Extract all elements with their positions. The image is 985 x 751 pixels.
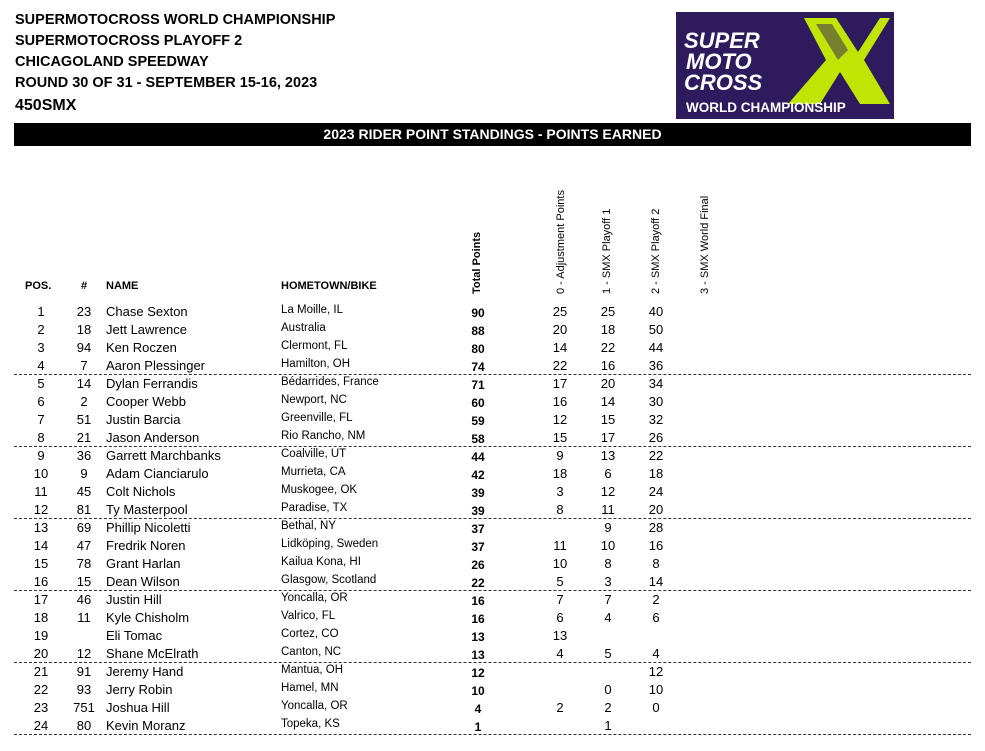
cell-rider-name: Aaron Plessinger xyxy=(106,358,205,373)
cell-rider-name: Jett Lawrence xyxy=(106,322,187,337)
cell-playoff-1-points: 12 xyxy=(600,484,616,499)
cell-playoff-2-points: 20 xyxy=(648,502,664,517)
cell-number: 78 xyxy=(76,556,92,571)
cell-playoff-1-points: 13 xyxy=(600,448,616,463)
cell-position: 22 xyxy=(33,682,49,697)
cell-rider-name: Shane McElrath xyxy=(106,646,199,661)
cell-number: 46 xyxy=(76,592,92,607)
cell-position: 19 xyxy=(33,628,49,643)
cell-position: 17 xyxy=(33,592,49,607)
cell-number: 81 xyxy=(76,502,92,517)
table-row xyxy=(0,645,985,663)
cell-number: 2 xyxy=(80,394,88,409)
cell-number: 51 xyxy=(76,412,92,427)
cell-adjustment-points: 6 xyxy=(556,610,564,625)
table-row xyxy=(0,303,985,321)
cell-hometown: Australia xyxy=(281,322,326,334)
cell-hometown: Mantua, OH xyxy=(281,664,343,676)
cell-hometown: Coalville, UT xyxy=(281,448,347,460)
round-info: ROUND 30 OF 31 - SEPTEMBER 15-16, 2023 xyxy=(15,75,318,91)
table-row xyxy=(0,375,985,393)
cell-playoff-2-points: 28 xyxy=(648,520,664,535)
class-label: 450SMX xyxy=(15,97,77,114)
cell-number: 9 xyxy=(80,466,88,481)
cell-position: 7 xyxy=(37,412,45,427)
table-row xyxy=(0,465,985,483)
cell-position: 20 xyxy=(33,646,49,661)
cell-rider-name: Grant Harlan xyxy=(106,556,181,571)
cell-adjustment-points: 22 xyxy=(552,358,568,373)
svg-text:WORLD CHAMPIONSHIP: WORLD CHAMPIONSHIP xyxy=(686,100,846,115)
cell-playoff-1-points: 18 xyxy=(600,322,616,337)
col-header-playoff-1: 1 - SMX Playoff 1 xyxy=(601,208,613,294)
col-header-pos: POS. xyxy=(25,280,52,292)
cell-adjustment-points: 14 xyxy=(552,340,568,355)
cell-position: 11 xyxy=(34,484,48,499)
cell-hometown: Canton, NC xyxy=(281,646,342,658)
svg-text:MOTO: MOTO xyxy=(686,49,752,74)
cell-rider-name: Joshua Hill xyxy=(106,700,170,715)
cell-total-points: 1 xyxy=(474,720,482,734)
cell-number: 11 xyxy=(77,610,91,625)
cell-playoff-2-points: 4 xyxy=(652,646,660,661)
col-header-hometown: HOMETOWN/BIKE xyxy=(281,280,377,292)
cell-hometown: Kailua Kona, HI xyxy=(281,556,361,568)
cell-rider-name: Garrett Marchbanks xyxy=(106,448,221,463)
cell-number: 47 xyxy=(76,538,92,553)
table-row xyxy=(0,339,985,357)
table-row xyxy=(0,591,985,609)
cell-number: 18 xyxy=(76,322,92,337)
cell-hometown: Greenville, FL xyxy=(281,412,353,424)
cell-playoff-2-points: 50 xyxy=(648,322,664,337)
cell-total-points: 10 xyxy=(471,684,485,698)
cell-rider-name: Kevin Moranz xyxy=(106,718,186,733)
cell-playoff-1-points: 0 xyxy=(604,682,612,697)
table-row xyxy=(0,411,985,429)
cell-adjustment-points: 25 xyxy=(552,304,568,319)
cell-position: 10 xyxy=(33,466,49,481)
cell-rider-name: Cooper Webb xyxy=(106,394,186,409)
table-row xyxy=(0,681,985,699)
cell-number: 93 xyxy=(76,682,92,697)
standings-banner: 2023 RIDER POINT STANDINGS - POINTS EARNED xyxy=(14,123,971,146)
col-header-adjustment: 0 - Adjustment Points xyxy=(555,190,567,294)
cell-rider-name: Dean Wilson xyxy=(106,574,180,589)
cell-adjustment-points: 8 xyxy=(556,502,564,517)
cell-playoff-2-points: 26 xyxy=(648,430,664,445)
cell-position: 12 xyxy=(33,502,49,517)
cell-number: 15 xyxy=(76,574,92,589)
cell-rider-name: Dylan Ferrandis xyxy=(106,376,198,391)
cell-rider-name: Ty Masterpool xyxy=(106,502,188,517)
cell-playoff-1-points: 7 xyxy=(604,592,612,607)
cell-playoff-2-points: 22 xyxy=(648,448,664,463)
cell-hometown: Topeka, KS xyxy=(281,718,340,730)
cell-total-points: 13 xyxy=(471,648,485,662)
cell-playoff-1-points: 22 xyxy=(600,340,616,355)
cell-adjustment-points: 18 xyxy=(552,466,568,481)
cell-hometown: Valrico, FL xyxy=(281,610,336,622)
cell-total-points: 13 xyxy=(471,630,485,644)
cell-rider-name: Jerry Robin xyxy=(106,682,173,697)
cell-adjustment-points: 7 xyxy=(556,592,564,607)
cell-playoff-1-points: 25 xyxy=(600,304,616,319)
smx-logo xyxy=(676,12,894,119)
cell-playoff-1-points: 20 xyxy=(600,376,616,391)
table-row xyxy=(0,357,985,375)
cell-position: 13 xyxy=(33,520,49,535)
col-header-playoff-2: 2 - SMX Playoff 2 xyxy=(650,208,662,294)
cell-rider-name: Chase Sexton xyxy=(106,304,188,319)
table-row xyxy=(0,483,985,501)
cell-playoff-2-points: 36 xyxy=(648,358,664,373)
cell-hometown: Glasgow, Scotland xyxy=(281,574,377,586)
svg-text:CROSS: CROSS xyxy=(684,70,763,95)
table-row xyxy=(0,393,985,411)
cell-playoff-1-points: 2 xyxy=(604,700,612,715)
cell-total-points: 88 xyxy=(471,324,485,338)
cell-position: 1 xyxy=(37,304,45,319)
cell-position: 8 xyxy=(37,430,45,445)
cell-hometown: Murrieta, CA xyxy=(281,466,346,478)
event-title: SUPERMOTOCROSS PLAYOFF 2 xyxy=(15,33,243,49)
cell-playoff-1-points: 4 xyxy=(604,610,612,625)
cell-total-points: 12 xyxy=(471,666,485,680)
cell-adjustment-points: 20 xyxy=(552,322,568,337)
cell-total-points: 59 xyxy=(471,414,485,428)
cell-number: 751 xyxy=(73,700,95,715)
cell-adjustment-points: 5 xyxy=(556,574,564,589)
cell-number: 91 xyxy=(76,664,92,679)
cell-position: 2 xyxy=(37,322,45,337)
cell-total-points: 74 xyxy=(471,360,485,374)
col-header-world-final: 3 - SMX World Final xyxy=(699,195,711,294)
cell-number: 21 xyxy=(76,430,92,445)
cell-hometown: Clermont, FL xyxy=(281,340,348,352)
cell-total-points: 39 xyxy=(471,486,485,500)
cell-rider-name: Phillip Nicoletti xyxy=(106,520,191,535)
table-row xyxy=(0,501,985,519)
table-row xyxy=(0,447,985,465)
cell-playoff-2-points: 24 xyxy=(648,484,664,499)
cell-position: 5 xyxy=(37,376,45,391)
cell-playoff-2-points: 0 xyxy=(652,700,660,715)
cell-hometown: Paradise, TX xyxy=(281,502,348,514)
svg-text:SUPER: SUPER xyxy=(684,28,760,53)
cell-position: 4 xyxy=(37,358,45,373)
cell-total-points: 16 xyxy=(471,594,485,608)
table-row xyxy=(0,429,985,447)
cell-rider-name: Fredrik Noren xyxy=(106,538,186,553)
table-row xyxy=(0,717,985,735)
cell-playoff-1-points: 1 xyxy=(604,718,612,733)
cell-hometown: Bethal, NY xyxy=(281,520,336,532)
cell-playoff-2-points: 6 xyxy=(652,610,660,625)
cell-rider-name: Justin Hill xyxy=(106,592,162,607)
table-row xyxy=(0,537,985,555)
cell-adjustment-points: 13 xyxy=(552,628,568,643)
cell-total-points: 26 xyxy=(471,558,485,572)
cell-adjustment-points: 11 xyxy=(553,538,567,553)
table-row xyxy=(0,663,985,681)
table-row xyxy=(0,609,985,627)
cell-playoff-1-points: 5 xyxy=(604,646,612,661)
cell-playoff-1-points: 16 xyxy=(600,358,616,373)
cell-playoff-2-points: 18 xyxy=(648,466,664,481)
cell-rider-name: Jeremy Hand xyxy=(106,664,184,679)
cell-position: 9 xyxy=(37,448,45,463)
cell-playoff-1-points: 14 xyxy=(600,394,616,409)
table-row xyxy=(0,699,985,717)
cell-playoff-2-points: 10 xyxy=(648,682,664,697)
cell-playoff-2-points: 44 xyxy=(648,340,664,355)
cell-total-points: 44 xyxy=(471,450,485,464)
cell-adjustment-points: 4 xyxy=(556,646,564,661)
cell-playoff-1-points: 15 xyxy=(600,412,616,427)
table-row xyxy=(0,321,985,339)
cell-rider-name: Jason Anderson xyxy=(106,430,200,445)
cell-adjustment-points: 9 xyxy=(556,448,564,463)
cell-total-points: 90 xyxy=(471,306,485,320)
cell-hometown: Newport, NC xyxy=(281,394,347,406)
cell-adjustment-points: 10 xyxy=(552,556,568,571)
cell-playoff-2-points: 30 xyxy=(648,394,664,409)
cell-adjustment-points: 15 xyxy=(552,430,568,445)
cell-total-points: 39 xyxy=(471,504,485,518)
cell-adjustment-points: 16 xyxy=(552,394,568,409)
cell-number: 7 xyxy=(80,358,88,373)
cell-position: 3 xyxy=(37,340,45,355)
cell-playoff-1-points: 6 xyxy=(604,466,612,481)
cell-total-points: 58 xyxy=(471,432,485,446)
cell-playoff-1-points: 11 xyxy=(601,502,615,517)
cell-total-points: 37 xyxy=(471,540,485,554)
cell-playoff-1-points: 17 xyxy=(600,430,616,445)
cell-adjustment-points: 17 xyxy=(552,376,568,391)
cell-adjustment-points: 3 xyxy=(556,484,564,499)
cell-total-points: 60 xyxy=(471,396,485,410)
cell-playoff-2-points: 34 xyxy=(648,376,664,391)
cell-number: 12 xyxy=(76,646,92,661)
cell-rider-name: Ken Roczen xyxy=(106,340,177,355)
cell-position: 15 xyxy=(33,556,49,571)
cell-playoff-2-points: 16 xyxy=(648,538,664,553)
cell-position: 14 xyxy=(33,538,49,553)
cell-playoff-1-points: 9 xyxy=(604,520,612,535)
cell-playoff-2-points: 8 xyxy=(652,556,660,571)
table-row xyxy=(0,519,985,537)
cell-position: 16 xyxy=(33,574,49,589)
cell-position: 6 xyxy=(37,394,45,409)
cell-playoff-1-points: 10 xyxy=(600,538,616,553)
cell-position: 21 xyxy=(33,664,49,679)
cell-rider-name: Colt Nichols xyxy=(106,484,176,499)
cell-total-points: 4 xyxy=(474,702,482,716)
cell-playoff-2-points: 2 xyxy=(652,592,660,607)
cell-number: 69 xyxy=(76,520,92,535)
table-row xyxy=(0,555,985,573)
cell-total-points: 22 xyxy=(471,576,485,590)
cell-hometown: Yoncalla, OR xyxy=(281,592,348,604)
col-header-number: # xyxy=(81,280,88,292)
series-title: SUPERMOTOCROSS WORLD CHAMPIONSHIP xyxy=(15,12,336,28)
cell-playoff-2-points: 32 xyxy=(648,412,664,427)
cell-hometown: Hamilton, OH xyxy=(281,358,351,370)
cell-hometown: Lidköping, Sweden xyxy=(281,538,379,550)
cell-position: 24 xyxy=(33,718,49,733)
col-header-total-points: Total Points xyxy=(471,231,483,294)
cell-total-points: 42 xyxy=(471,468,485,482)
cell-position: 18 xyxy=(33,610,49,625)
cell-playoff-1-points: 8 xyxy=(604,556,612,571)
cell-total-points: 37 xyxy=(471,522,485,536)
table-row xyxy=(0,573,985,591)
cell-playoff-1-points: 3 xyxy=(604,574,612,589)
cell-hometown: Yoncalla, OR xyxy=(281,700,348,712)
table-row xyxy=(0,627,985,645)
cell-total-points: 16 xyxy=(471,612,485,626)
cell-number: 36 xyxy=(76,448,92,463)
col-header-name: NAME xyxy=(106,280,139,292)
cell-total-points: 80 xyxy=(471,342,485,356)
cell-hometown: La Moille, IL xyxy=(281,304,344,316)
venue-title: CHICAGOLAND SPEEDWAY xyxy=(15,54,209,70)
cell-number: 14 xyxy=(76,376,92,391)
cell-playoff-2-points: 12 xyxy=(648,664,664,679)
cell-rider-name: Eli Tomac xyxy=(106,628,163,643)
cell-number: 45 xyxy=(76,484,92,499)
cell-playoff-2-points: 40 xyxy=(648,304,664,319)
cell-adjustment-points: 12 xyxy=(552,412,568,427)
cell-hometown: Rio Rancho, NM xyxy=(281,430,366,442)
cell-position: 23 xyxy=(33,700,49,715)
cell-hometown: Bédarrides, France xyxy=(281,376,379,388)
cell-rider-name: Kyle Chisholm xyxy=(106,610,190,625)
cell-hometown: Muskogee, OK xyxy=(281,484,358,496)
cell-total-points: 71 xyxy=(471,378,485,392)
cell-rider-name: Adam Cianciarulo xyxy=(106,466,209,481)
cell-number: 94 xyxy=(76,340,92,355)
cell-number: 23 xyxy=(76,304,92,319)
standings-table xyxy=(0,303,985,735)
cell-hometown: Hamel, MN xyxy=(281,682,339,694)
cell-hometown: Cortez, CO xyxy=(281,628,339,640)
cell-adjustment-points: 2 xyxy=(556,700,564,715)
cell-playoff-2-points: 14 xyxy=(648,574,664,589)
cell-rider-name: Justin Barcia xyxy=(106,412,181,427)
cell-number: 80 xyxy=(76,718,92,733)
